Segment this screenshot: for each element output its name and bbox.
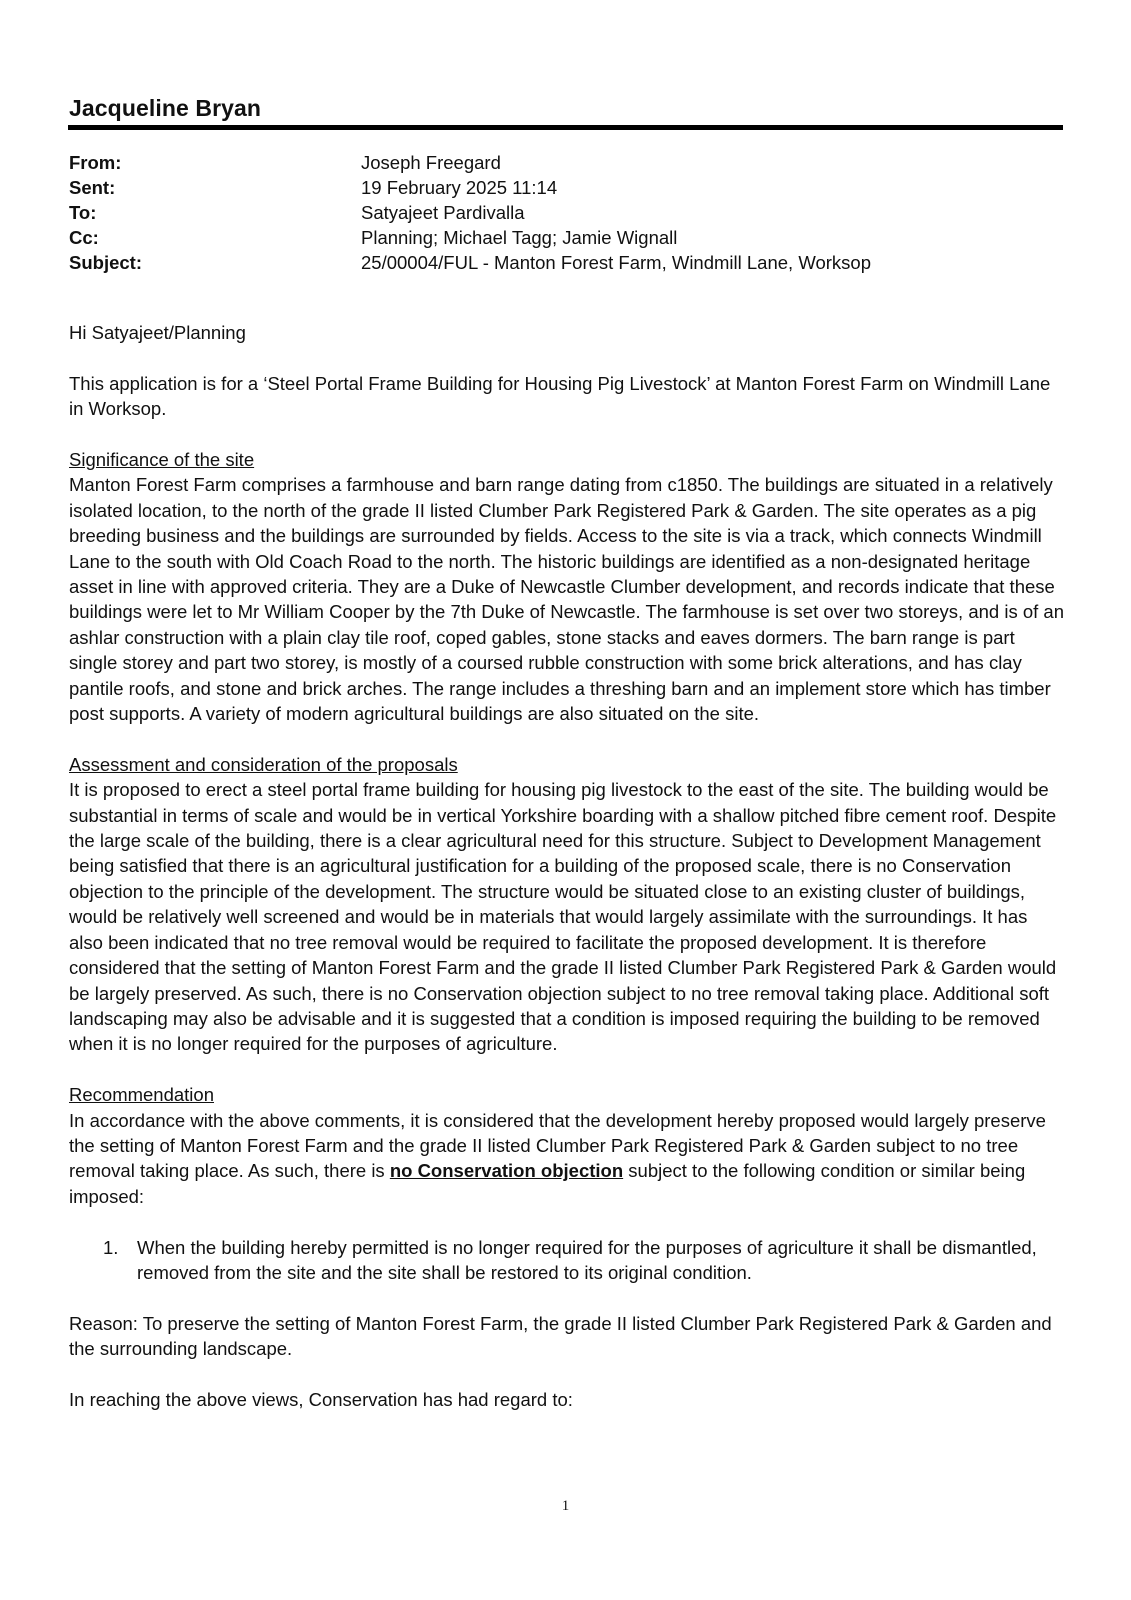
from-value: Joseph Freegard	[361, 152, 501, 173]
cc-row	[69, 225, 1059, 250]
condition-text: When the building hereby permitted is no longer required for the purposes of agriculture it shall be dismantled, removed from the site and the site shall be restored to its original condition.	[137, 1236, 1037, 1283]
closing-line: In reaching the above views, Conservation has had regard to:	[69, 1388, 573, 1410]
significance-heading: Significance of the site	[69, 449, 255, 470]
email-header	[69, 150, 1059, 275]
header-rule	[68, 125, 1063, 130]
recommendation-paragraph	[69, 1108, 1064, 1210]
subject-label: Subject:	[69, 252, 142, 273]
page-number: 1	[561, 1498, 570, 1514]
intro-paragraph: This application is for a ‘Steel Portal Frame Building for Housing Pig Livestock’ at Manton Forest Farm on Windmill Lane in Worksop.	[69, 372, 1051, 420]
sent-value: 19 February 2025 11:14	[361, 177, 558, 198]
condition-list	[69, 1235, 1064, 1362]
cc-label: Cc:	[69, 227, 99, 248]
greeting: Hi Satyajeet/Planning	[69, 322, 246, 343]
sent-label: Sent:	[69, 177, 116, 198]
recommendation-emphasis: no Conservation objection	[389, 1160, 624, 1182]
mailbox-owner-name: Jacqueline Bryan	[69, 95, 262, 121]
to-row	[69, 200, 1059, 225]
from-row	[69, 150, 1059, 175]
email-body	[69, 320, 1064, 1412]
recommendation-text-start: In accordance with the above comments, it is considered that the development hereby proposed would largely preserve the setting of Manton Forest Farm and the grade II listed Clumber Park Registered Park & Garden subject to no tree removal taking place. As such, there is	[69, 1109, 1046, 1182]
subject-value: 25/00004/FUL - Manton Forest Farm, Windmill Lane, Worksop	[361, 252, 871, 273]
assessment-heading: Assessment and consideration of the proposals	[69, 753, 458, 775]
condition-number: 1.	[103, 1236, 119, 1258]
subject-row	[69, 250, 1059, 275]
assessment-paragraph: It is proposed to erect a steel portal frame building for housing pig livestock to the east of the site. The building would be substantial in terms of scale and would be in vertical Yorkshire boarding with a shallow pitched fibre cement roof. Despite the large scale of the building, there is a clear agricultural need for this structure. Subject to Development Management being satisfied that there is an agricultural justification for a building of the proposed scale, there is no Conservation objection to the principle of the development. The structure would be situated close to an existing cluster of buildings, would be relatively well screened and would be in materials that would largely assimilate with the surroundings. It has also been indicated that no tree removal would be required to facilitate the proposed development. It is therefore considered that the setting of Manton Forest Farm and the grade II listed Clumber Park Registered Park & Garden would be largely preserved. As such, there is no Conservation objection subject to no tree removal taking place. Additional soft landscaping may also be advisable and it is suggested that a condition is imposed requiring the building to be removed when it is no longer required for the purposes of agriculture.	[69, 779, 1057, 1055]
cc-value: Planning; Michael Tagg; Jamie Wignall	[361, 227, 678, 248]
to-value: Satyajeet Pardivalla	[361, 202, 525, 223]
from-label: From:	[69, 152, 122, 173]
list-item	[69, 1235, 1064, 1286]
condition-reason: Reason: To preserve the setting of Manton Forest Farm, the grade II listed Clumber Park Registered Park & Garden and the surrounding landscape.	[69, 1312, 1052, 1360]
significance-paragraph: Manton Forest Farm comprises a farmhouse and barn range dating from c1850. The buildings are situated in a relatively isolated location, to the north of the grade II listed Clumber Park Registered Park & Garden. The site operates as a pig breeding business and the buildings are surrounded by fields. Access to the site is via a track, which connects Windmill Lane to the south with Old Coach Road to the north. The historic buildings are identified as a non-designated heritage asset in line with approved criteria. They are a Duke of Newcastle Clumber development, and records indicate that these buildings were let to Mr William Cooper by the 7th Duke of Newcastle. The farmhouse is set over two storeys, and is of an ashlar construction with a plain clay tile roof, coped gables, stone stacks and eaves dormers. The barn range is part single storey and part two storey, is mostly of a coursed rubble construction with some brick alterations, and has clay pantile roofs, and stone and brick arches. The range includes a threshing barn and an implement store which has timber post supports. A variety of modern agricultural buildings are also situated on the site.	[69, 474, 1064, 725]
recommendation-heading: Recommendation	[69, 1084, 214, 1106]
sent-row	[69, 175, 1059, 200]
to-label: To:	[69, 202, 97, 223]
recommendation-text-end: subject to the following condition or similar being imposed:	[69, 1160, 1026, 1207]
